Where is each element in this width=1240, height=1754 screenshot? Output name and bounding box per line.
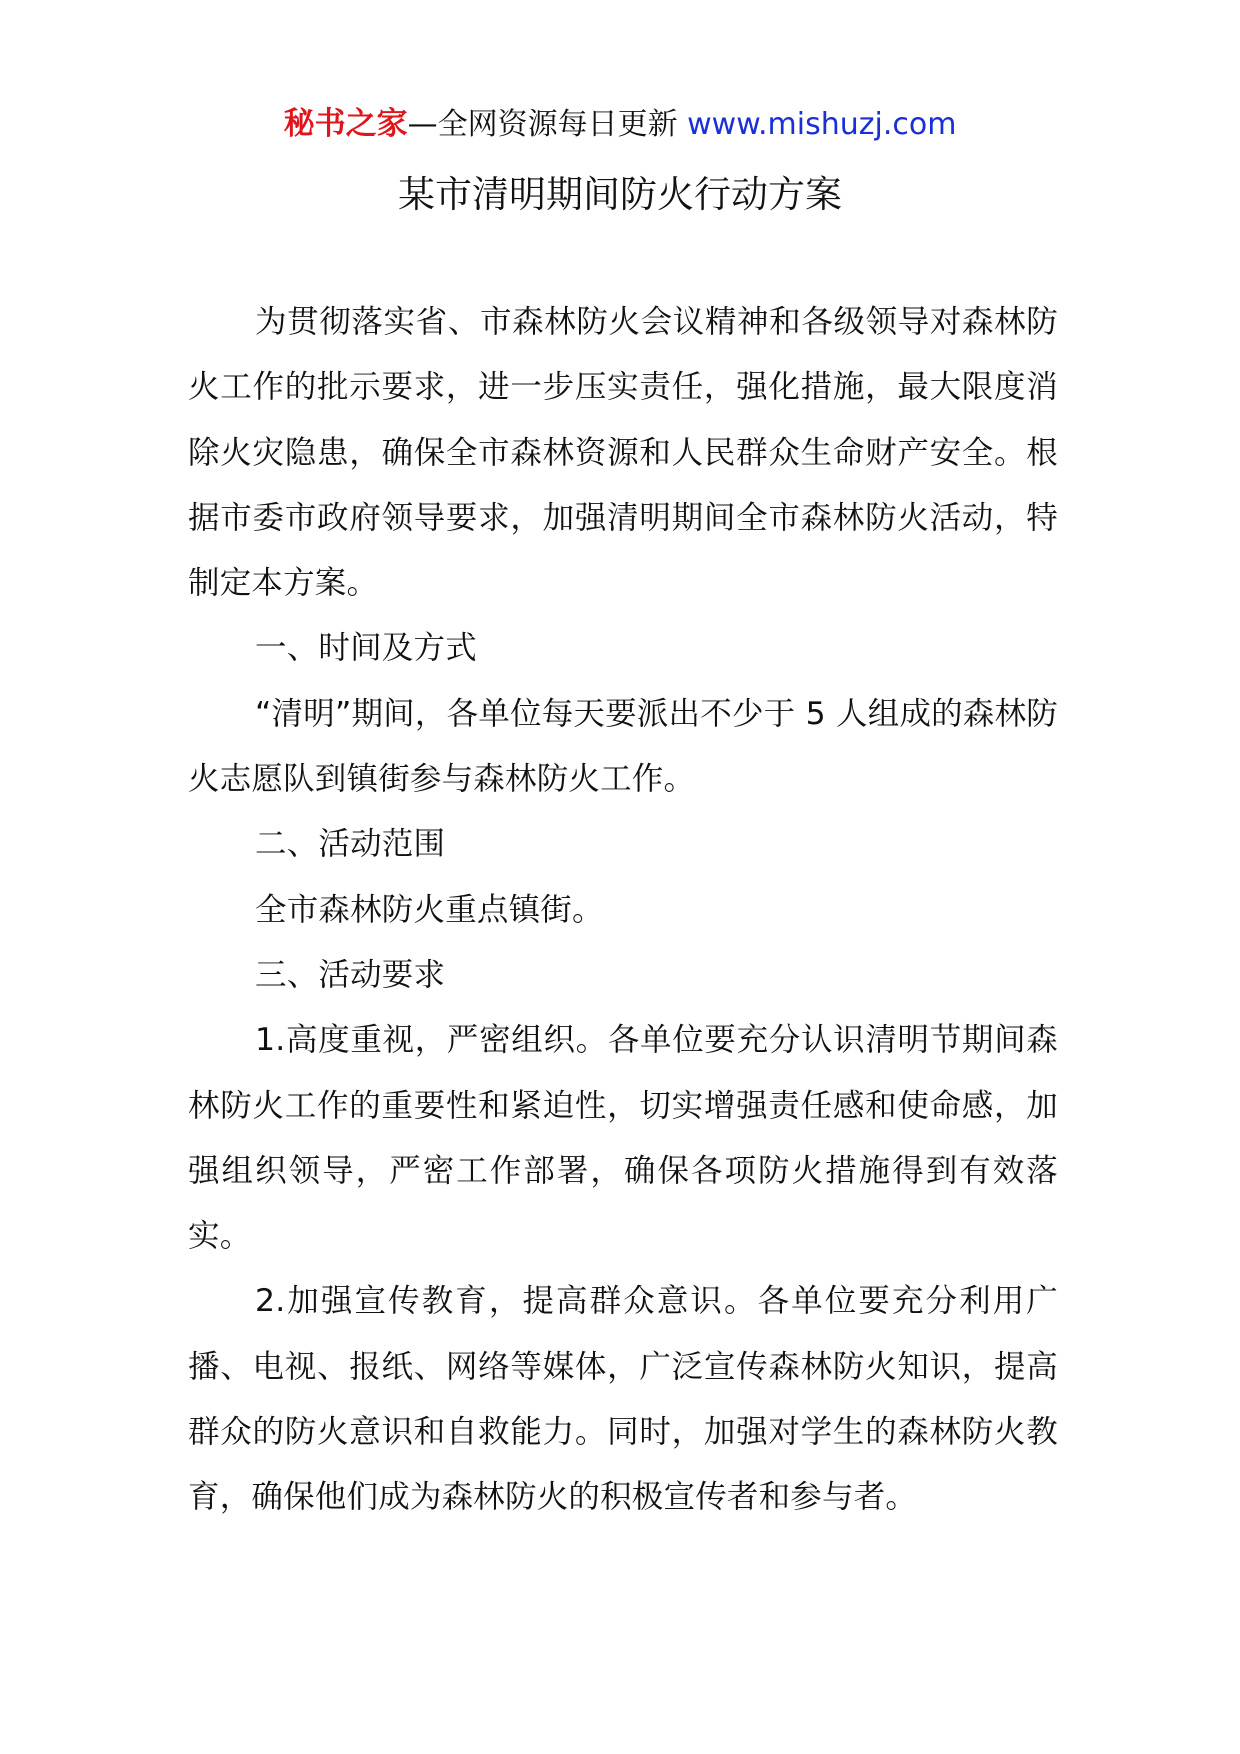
paragraph-requirement-1: 1.高度重视，严密组织。各单位要充分认识清明节期间森林防火工作的重要性和紧迫性，切实增强责任感和使命感，加强组织领导，严密工作部署，确保各项防火措施得到有效落实。 — [188, 1022, 1058, 1255]
paragraph-intro: 为贯彻落实省、市森林防火会议精神和各级领导对森林防火工作的批示要求，进一步压实责任，强化措施，最大限度消除火灾隐患，确保全市森林资源和人民群众生命财产安全。根据市委市政府领导要求，加强清明期间全市森林防火活动，特制定本方案。 — [188, 304, 1058, 602]
document-title: 某市清明期间防火行动方案 — [398, 173, 842, 216]
paragraph-scope: 全市森林防火重点镇街。 — [255, 891, 604, 928]
brand-name: 秘书之家 — [283, 106, 408, 142]
document-body — [188, 290, 1058, 1531]
section-heading-requirements: 三、活动要求 — [255, 956, 446, 993]
header-slogan: —全网资源每日更新 — [407, 107, 678, 142]
section-heading-time: 一、时间及方式 — [255, 630, 477, 667]
site-url-link[interactable]: www.mishuzj.com — [687, 107, 957, 142]
paragraph-requirement-2: 2.加强宣传教育，提高群众意识。各单位要充分利用广播、电视、报纸、网络等媒体，广泛宣传森林防火知识，提高群众的防火意识和自救能力。同时，加强对学生的森林防火教育，确保他们成为森林防火的积极宣传者和参与者。 — [188, 1283, 1058, 1516]
section-heading-scope: 二、活动范围 — [255, 826, 446, 863]
paragraph-time: “清明”期间，各单位每天要派出不少于 5 人组成的森林防火志愿队到镇街参与森林防火工作。 — [188, 695, 1058, 798]
site-header — [0, 104, 1240, 145]
